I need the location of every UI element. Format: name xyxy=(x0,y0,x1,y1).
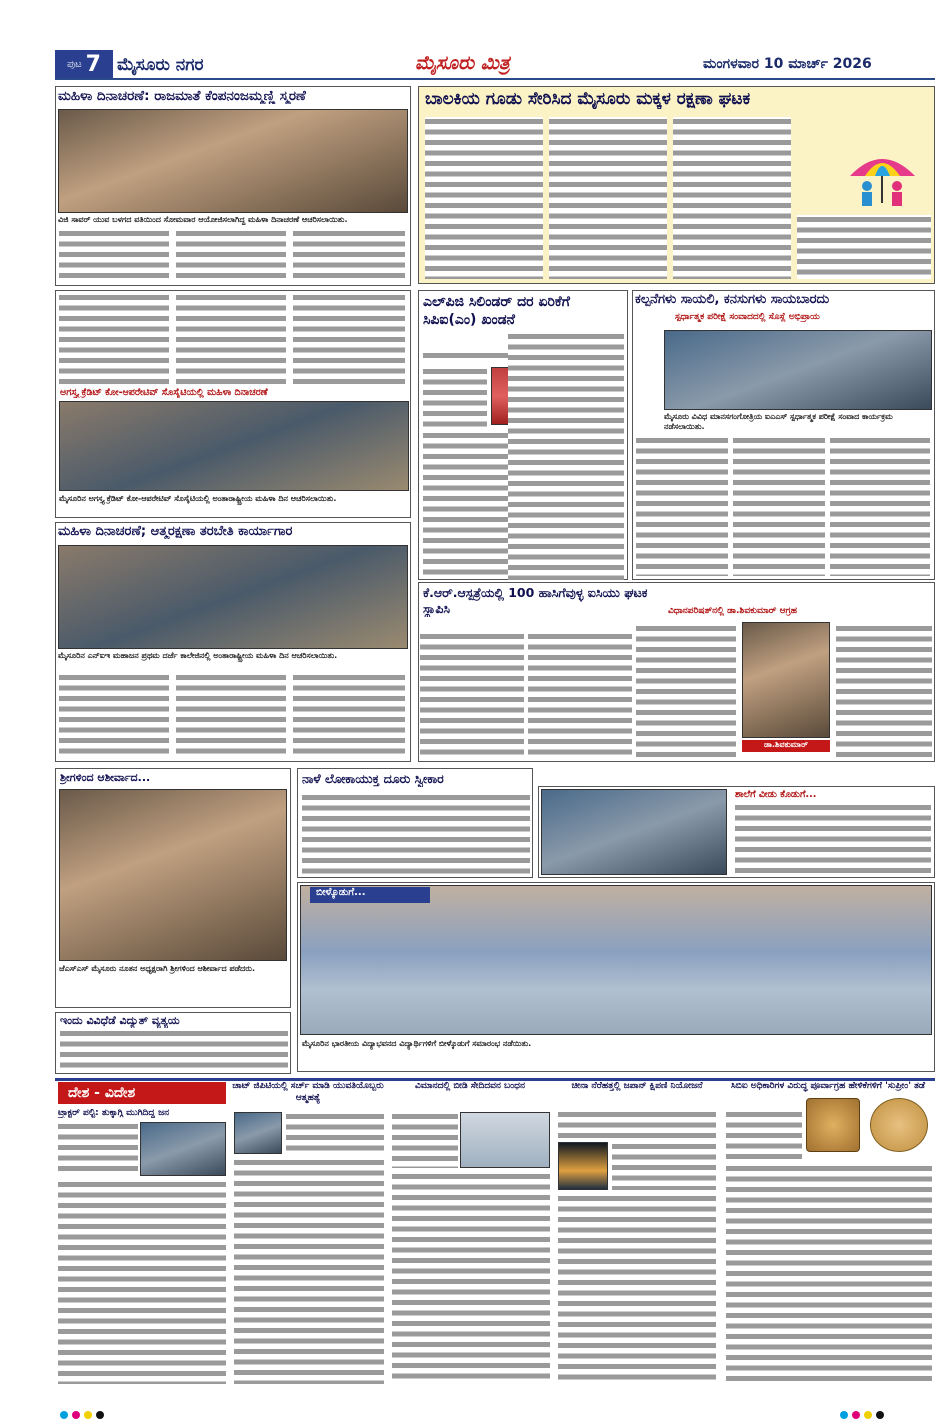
black-dot-icon xyxy=(876,1411,884,1419)
tractor-photo xyxy=(140,1122,226,1176)
article-text xyxy=(549,117,667,279)
article-text xyxy=(176,673,286,759)
portrait-photo xyxy=(742,622,830,738)
headline: ಶ್ರೀಗಳಿಂದ ಆಶೀರ್ವಾದ... xyxy=(60,771,151,784)
article-text xyxy=(612,1142,716,1190)
headline-col4: ಚೀನಾ ನೆರೆಹತ್ತಲ್ಲಿ ಜಪಾನ್ ಕ್ಷಿಪಣಿ ನಿಯೋಜನೆ xyxy=(571,1081,703,1091)
article-text xyxy=(726,1110,802,1160)
article-text xyxy=(735,803,931,875)
article-text xyxy=(59,293,169,385)
article-text xyxy=(60,1029,288,1071)
article-text xyxy=(286,1112,384,1154)
photo-caption: ಮೈಸೂರಿನ ಭಾರತೀಯ ವಿದ್ಯಾಭವನದ ವಿದ್ಯಾರ್ಥಿಗಳಿಗೆ ಬೀಳ್ಕೊಡುಗೆ ಸಮಾರಂಭ ನಡೆಯಿತು. xyxy=(302,1039,532,1048)
story-farewell xyxy=(297,882,935,1072)
section-title: ಮೈಸೂರು ನಗರ xyxy=(117,55,204,75)
magenta-dot-icon xyxy=(852,1411,860,1419)
article-text xyxy=(302,793,530,875)
story-power-cut xyxy=(55,1012,291,1074)
article-text xyxy=(58,1122,138,1174)
headline: ಇಂದು ವಿವಿಧೆಡೆ ವಿದ್ಯುತ್ ವ್ಯತ್ಯಯ xyxy=(60,1014,180,1027)
article-text xyxy=(392,1172,550,1384)
article-text xyxy=(420,632,524,758)
magenta-dot-icon xyxy=(72,1411,80,1419)
headline: ಮಹಿಳಾ ದಿನಾಚರಣೆ: ರಾಜಮಾತೆ ಕೆಂಪನಂಜಮ್ಮಣ್ಣಿ ಸ್ಮರಣೆ xyxy=(58,88,306,104)
story-school xyxy=(538,786,935,878)
masthead: ಮೈಸೂರು ಮಿತ್ರ xyxy=(415,52,510,74)
article-text xyxy=(836,624,932,758)
story-self-defence xyxy=(55,522,411,762)
airplane-photo xyxy=(460,1112,550,1168)
article-text xyxy=(733,436,825,576)
headline: ಮಹಿಳಾ ದಿನಾಚರಣೆ; ಆತ್ಮರಕ್ಷಣಾ ತರಬೇತಿ ಕಾರ್ಯಾಗಾರ xyxy=(58,524,293,539)
photo-caption: ಮೈಸೂರಿನ ಎನ್‌ಐಇ ಮಹಾಜನ ಪ್ರಥಮ ದರ್ಜೆ ಕಾಲೇಜಿನಲ್ಲಿ ಅಂತಾರಾಷ್ಟ್ರೀಯ ಮಹಿಳಾ ದಿನ ಆಚರಿಸಲಾಯಿತು. xyxy=(58,651,338,660)
subhead: ಸ್ಪರ್ಧಾತ್ಮಕ ಪರೀಕ್ಷೆ ಸಂವಾದದಲ್ಲಿ ಸೊಸ್ಲೆ ಅಭಿಪ್ರಾಯ xyxy=(675,312,820,322)
article-text xyxy=(58,1180,226,1384)
story-lokayukta xyxy=(297,768,533,878)
headline: ಬೀಳ್ಕೊಡುಗೆ... xyxy=(310,887,430,903)
subhead: ವಿಧಾನಪರಿಷತ್‌ನಲ್ಲಿ ಡಾ.ಶಿವಕುಮಾರ್ ಆಗ್ರಹ xyxy=(668,606,797,616)
article-text xyxy=(508,332,624,580)
panel-photo xyxy=(664,330,932,410)
headline-col3: ವಿಮಾನದಲ್ಲಿ ಬೀಡಿ ಸೇದಿದವನ ಬಂಧನ xyxy=(415,1081,525,1091)
group-photo xyxy=(58,545,408,649)
page-label: ಪುಟ xyxy=(67,58,82,70)
umbrella-family-icon xyxy=(845,148,920,208)
headline: ಶಾಲೆಗೆ ವೀಡು ಕೊಡುಗೆ... xyxy=(735,789,817,800)
headline-col2: ಚಾಟ್ ಜಿಪಿಟಿಯಲ್ಲಿ ಸರ್ಚ್ ಮಾಡಿ ಯುವತಿಯೊಬ್ಬರು ಆತ್ಮಹತ್ಯೆ xyxy=(232,1081,384,1103)
issue-date: ಮಂಗಳವಾರ 10 ಮಾರ್ಚ್ 2026 xyxy=(703,56,872,72)
farewell-photo xyxy=(300,885,932,1035)
article-text xyxy=(673,117,791,279)
black-dot-icon xyxy=(96,1411,104,1419)
story-womens-day xyxy=(55,86,411,286)
photo-caption: ವಿಜಿ ಸಾವರ್ ಯುವ ಬಳಗದ ವತಿಯಿಂದ ಸೋಮವಾರ ಆಯೋಜಿಸಲಾಗಿದ್ದ ಮಹಿಳಾ ದಿನಾಚರಣೆ ಆಚರಿಸಲಾಯಿತು. xyxy=(58,215,348,224)
missile-photo xyxy=(558,1142,608,1190)
article-text xyxy=(176,293,286,385)
portrait-caption: ಡಾ.ಶಿವಕುಮಾರ್ xyxy=(742,740,830,752)
article-text xyxy=(726,1164,932,1384)
headline-col5: ಸಿಬಿಐ ಅಧಿಕಾರಿಗಳ ವಿರುದ್ಧ ಪೂರ್ವಾಗ್ರಹ ಹೇಳಿಕೆಗಳಿಗೆ 'ಸುಪ್ರೀಂ' ತಡೆ xyxy=(731,1081,925,1091)
headline: ಅಗಸ್ತ್ಯ ಕ್ರೆಡಿಟ್ ಕೋ-ಆಪರೇಟಿವ್ ಸೊಸೈಟಿಯಲ್ಲಿ ಮಹಿಳಾ ದಿನಾಚರಣೆ xyxy=(60,387,268,398)
cyan-dot-icon xyxy=(60,1411,68,1419)
yellow-dot-icon xyxy=(864,1411,872,1419)
headline: ಕೆ.ಆರ್.ಆಸ್ಪತ್ರೆಯಲ್ಲಿ 100 ಹಾಸಿಗೆವುಳ್ಳ ಐಸಿಯು ಘಟಕ ಸ್ಥಾಪಿಸಿ xyxy=(423,585,648,616)
article-text xyxy=(293,229,405,283)
yellow-dot-icon xyxy=(84,1411,92,1419)
article-text xyxy=(293,673,405,759)
registration-dots xyxy=(60,1404,108,1423)
photo-caption: ಮೈಸೂರಿನ ಅಗಸ್ತ್ಯ ಕ್ರೆಡಿಟ್ ಕೋ-ಆಪರೇಟಿವ್ ಸೊಸೈಟಿಯಲ್ಲಿ ಅಂತಾರಾಷ್ಟ್ರೀಯ ಮಹಿಳಾ ದಿನ ಆಚರಿಸಲಾಯಿತು. xyxy=(59,494,337,503)
photo-caption: ಮೈಸೂರು ವಿವಿಧ ಮಾನಸಗಂಗೋತ್ರಿಯ ಐಎಎಸ್ ಸ್ಪರ್ಧಾತ್ಮಕ ಪರೀಕ್ಷೆ ಸಂವಾದ ಕಾರ್ಯಕ್ರಮ ನಡೆಸಲಾಯಿತು. xyxy=(664,412,893,431)
headline: ಕಲ್ಪನೆಗಳು ಸಾಯಲಿ, ಕನಸುಗಳು ಸಾಯಬಾರದು xyxy=(635,292,830,307)
article-text xyxy=(176,229,286,283)
story-agastya xyxy=(55,290,411,518)
school-photo xyxy=(541,789,727,875)
article-text xyxy=(636,624,736,758)
event-photo xyxy=(58,109,408,213)
article-text xyxy=(797,215,931,279)
article-text xyxy=(59,673,169,759)
article-text xyxy=(293,293,405,385)
page-number-badge xyxy=(55,50,113,78)
article-text xyxy=(830,436,930,576)
chatgpt-photo xyxy=(234,1112,282,1154)
article-text xyxy=(636,436,728,576)
article-text xyxy=(392,1112,458,1168)
headline: ಬಾಲಕಿಯ ಗೂಡು ಸೇರಿಸಿದ ಮೈಸೂರು ಮಕ್ಕಳ ರಕ್ಷಣಾ ಘಟಕ xyxy=(425,89,751,109)
cyan-dot-icon xyxy=(840,1411,848,1419)
story-blessing xyxy=(55,768,291,1008)
group-photo xyxy=(59,401,409,491)
article-text xyxy=(528,632,632,758)
article-text xyxy=(425,117,543,279)
headline-col1: ಟ್ರ್ಯಾಕ್ಟರ್ ಪಲ್ಟಿ: ತುಕ್ಕಾಗ್ಗಿ ಮುಗಿದಿದ್ದ ಜನ xyxy=(58,1108,170,1118)
photo-caption: ಜೆಎಸ್‌ಎಸ್ ಮೈಸೂರು ನೂತನ ಅಧ್ಯಕ್ಷರಾಗಿ ಶ್ರೀಗಳಿಂದ ಆಶೀರ್ವಾದ ಪಡೆದರು. xyxy=(59,964,256,973)
page-number: 7 xyxy=(85,51,101,77)
article-text xyxy=(558,1194,716,1384)
supreme-court-emblem-icon xyxy=(806,1098,860,1152)
article-text xyxy=(423,367,487,427)
headline: ನಾಳೆ ಲೋಕಾಯುಕ್ತ ದೂರು ಸ್ವೀಕಾರ xyxy=(302,771,444,786)
article-text xyxy=(234,1158,384,1384)
registration-dots-right xyxy=(840,1404,888,1423)
cbi-emblem-icon xyxy=(870,1098,928,1152)
section-band: ದೇಶ - ವಿದೇಶ xyxy=(58,1082,226,1104)
blessing-photo xyxy=(59,789,287,961)
headline: ಎಲ್‌ಪಿಜಿ ಸಿಲಿಂಡರ್ ದರ ಏರಿಕೆಗೆ ಸಿಪಿಐ(ಎಂ) ಖಂಡನೆ xyxy=(423,294,570,328)
article-text xyxy=(558,1110,716,1140)
article-text xyxy=(59,229,169,283)
